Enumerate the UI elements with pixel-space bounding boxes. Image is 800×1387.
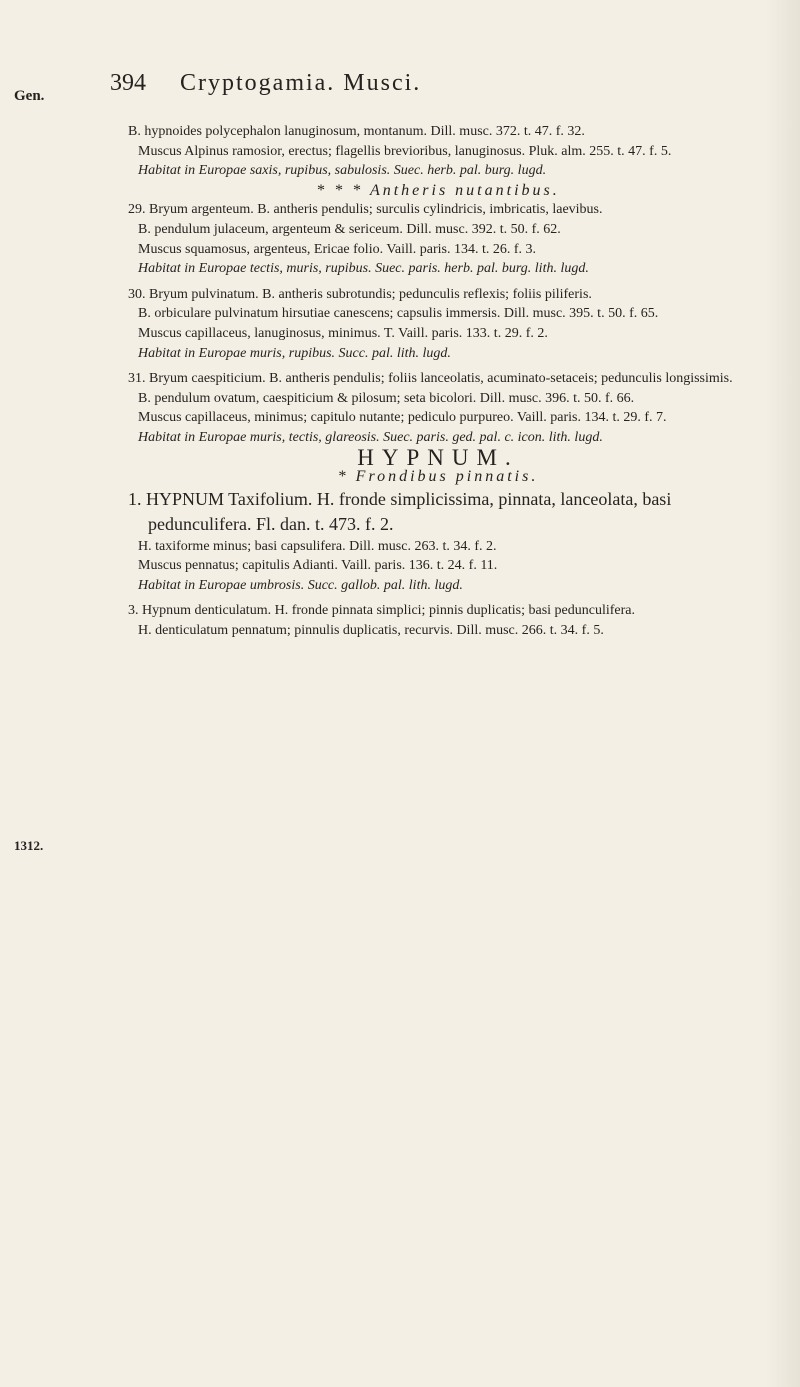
page-edge-shadow bbox=[766, 0, 800, 1387]
species-entry-29: 29. Bryum argenteum. B. antheris pendulis; surculis cylindricis, imbricatis, laevibus. bbox=[128, 202, 603, 218]
synonym-line: Muscus capillaceus, lanuginosus, minimus. T. Vaill. paris. 133. t. 29. f. 2. bbox=[138, 325, 548, 341]
synonym-line: B. pendulum ovatum, caespiticium & pilosum; seta bicolori. Dill. musc. 396. t. 50. f. 66. bbox=[138, 390, 635, 406]
margin-genus-label: Gen. bbox=[14, 88, 45, 104]
habitat-line: Habitat in Europae muris, rupibus. Succ. pal. lith. lugd. bbox=[138, 345, 451, 361]
species-entry-hypnum-3: 3. Hypnum denticulatum. H. fronde pinnata simplici; pinnis duplicatis; basi pedunculifera. bbox=[128, 603, 636, 619]
synonym-line: Muscus Alpinus ramosior, erectus; flagellis brevioribus, lanuginosus. Pluk. alm. 255. t. 47. f. 5. bbox=[138, 143, 672, 159]
habitat-line: Habitat in Europae muris, tectis, glareosis. Suec. paris. ged. pal. c. icon. lith. lugd. bbox=[138, 429, 603, 445]
synonym-line: B. pendulum julaceum, argenteum & sericeum. Dill. musc. 392. t. 50. f. 62. bbox=[138, 221, 561, 237]
habitat-line: Habitat in Europae tectis, muris, rupibus. Suec. paris. herb. pal. burg. lith. lugd. bbox=[138, 261, 589, 277]
genus-heading-hypnum: HYPNUM. bbox=[357, 444, 519, 470]
synonym-line: H. denticulatum pennatum; pinnulis duplicatis, recurvis. Dill. musc. 266. t. 34. f. 5. bbox=[138, 623, 604, 639]
section-heading-antheris-nutantibus: * * * Antheris nutantibus. bbox=[316, 181, 560, 199]
synonym-line: Muscus capillaceus, minimus; capitulo nutante; pediculo purpureo. Vaill. paris. 134. t. 29. f. 7. bbox=[138, 410, 667, 426]
synonym-line: Muscus pennatus; capitulis Adianti. Vaill. paris. 136. t. 24. f. 11. bbox=[138, 558, 498, 574]
page-text bbox=[128, 122, 748, 641]
page-number: 394 bbox=[110, 70, 146, 96]
synonym-line: B. orbiculare pulvinatum hirsutiae canescens; capsulis immersis. Dill. musc. 395. t. 50. f. 65. bbox=[138, 306, 659, 322]
margin-genus-number: 1312. bbox=[14, 838, 44, 853]
synonym-line: H. taxiforme minus; basi capsulifera. Dill. musc. 263. t. 34. f. 2. bbox=[138, 538, 497, 554]
variety-entry: B. hypnoides polycephalon lanuginosum, montanum. Dill. musc. 372. t. 47. f. 32. bbox=[128, 124, 585, 139]
running-header bbox=[110, 70, 750, 110]
species-entry-31: 31. Bryum caespiticium. B. antheris pendulis; foliis lanceolatis, acuminato-setaceis; pedunculis longissimis. bbox=[128, 371, 733, 387]
species-entry-hypnum-1: 1. HYPNUM Taxifolium. H. fronde simplicissima, pinnata, lanceolata, basi pedunculifera. Fl. dan. t. 473. f. 2. bbox=[128, 488, 672, 534]
synonym-line: Muscus squamosus, argenteus, Ericae folio. Vaill. paris. 134. t. 26. f. 3. bbox=[138, 241, 537, 257]
section-heading-frondibus-pinnatis: * Frondibus pinnatis. bbox=[337, 468, 539, 486]
species-entry-30: 30. Bryum pulvinatum. B. antheris subrotundis; pedunculis reflexis; foliis piliferis. bbox=[128, 286, 592, 302]
habitat-line: Habitat in Europae umbrosis. Succ. gallob. pal. lith. lugd. bbox=[138, 577, 463, 593]
habitat-line: Habitat in Europae saxis, rupibus, sabulosis. Suec. herb. pal. burg. lugd. bbox=[138, 163, 547, 179]
running-title: Cryptogamia. Musci. bbox=[180, 70, 422, 96]
